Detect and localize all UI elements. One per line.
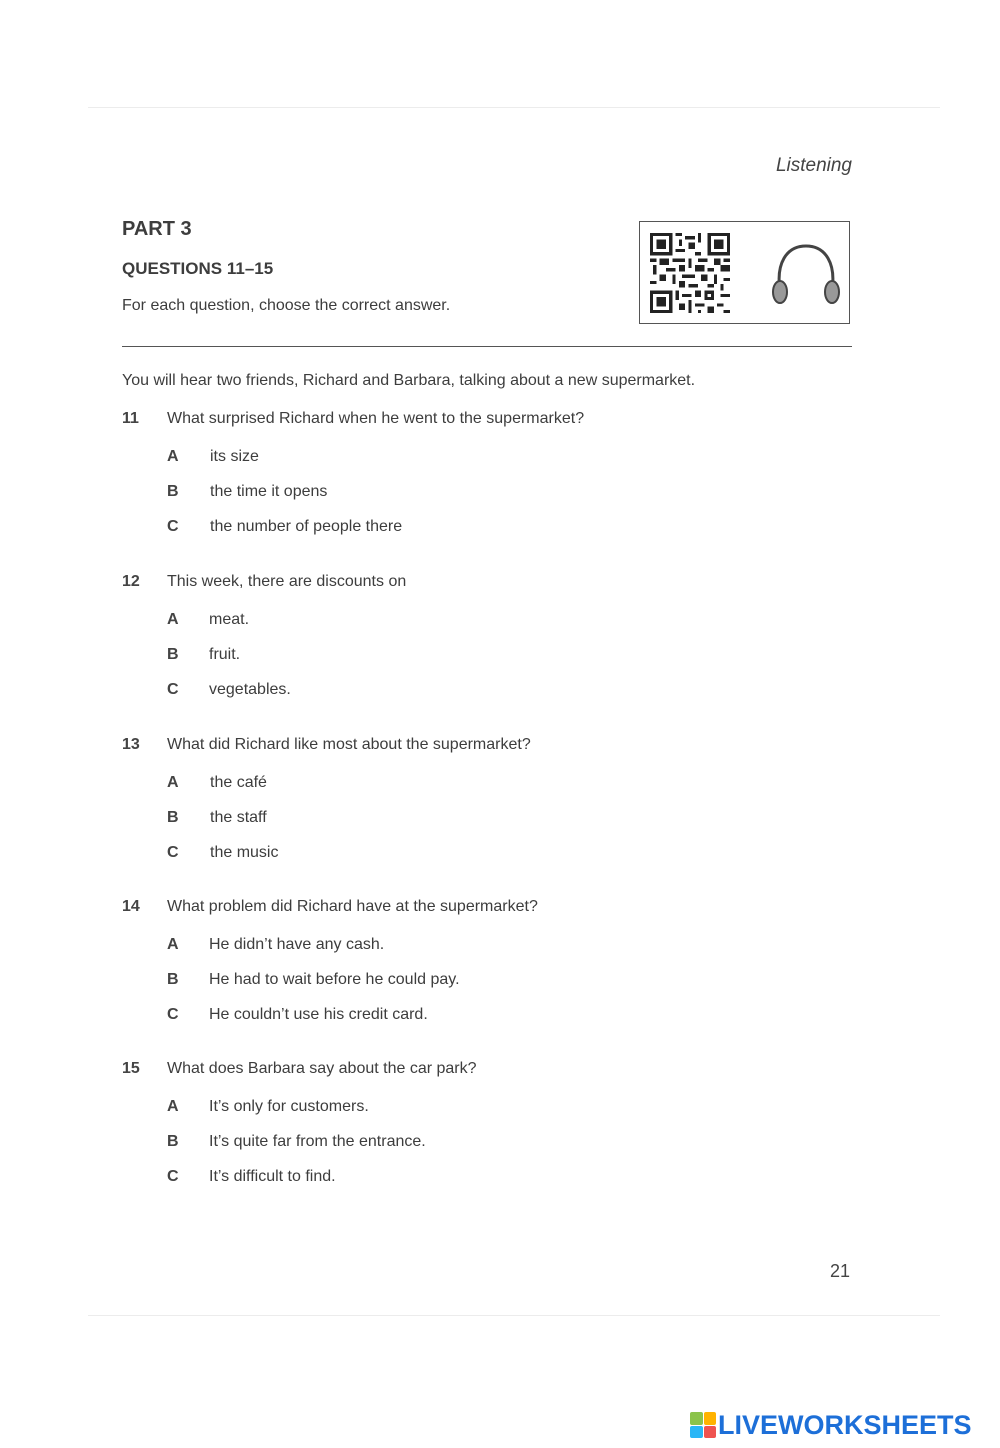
section-label: Listening <box>775 155 852 176</box>
question-number: 11 <box>122 410 139 427</box>
option-text: He didn’t have any cash. <box>209 936 385 953</box>
section-divider <box>122 346 852 347</box>
option-letter: A <box>167 1098 179 1115</box>
option-text: the time it opens <box>210 483 328 500</box>
option-letter: C <box>167 1006 179 1023</box>
option-text: He had to wait before he could pay. <box>209 971 460 988</box>
watermark-text: LIVEWORKSHEETS <box>718 1409 972 1440</box>
option-letter: B <box>167 483 179 500</box>
option-text: meat. <box>209 611 250 628</box>
question-number: 15 <box>122 1060 140 1077</box>
top-edge-rule <box>88 107 940 108</box>
option-text: the music <box>210 844 279 861</box>
option-text: It’s only for customers. <box>209 1098 369 1115</box>
option-letter: A <box>167 774 179 791</box>
page-number: 21 <box>830 1261 851 1281</box>
option-letter: C <box>167 844 179 861</box>
option-letter: B <box>167 646 179 663</box>
option-letter: A <box>167 448 179 465</box>
option-letter: B <box>167 1133 179 1150</box>
instruction-text: For each question, choose the correct answer. <box>122 297 451 314</box>
option-text: the staff <box>210 809 267 826</box>
question-stem: What surprised Richard when he went to the supermarket? <box>167 410 585 427</box>
option-text: vegetables. <box>209 681 291 698</box>
option-letter: A <box>167 936 179 953</box>
question-range: QUESTIONS 11–15 <box>122 259 274 278</box>
audio-box[interactable] <box>639 221 850 324</box>
qr-code-icon[interactable] <box>650 233 730 313</box>
part-title: PART 3 <box>122 218 192 240</box>
question-number: 13 <box>122 736 140 753</box>
liveworksheets-watermark[interactable] <box>690 1410 972 1440</box>
option-text: its size <box>210 448 259 465</box>
question-stem: What does Barbara say about the car park? <box>167 1060 477 1077</box>
question-stem: This week, there are discounts on <box>167 573 407 590</box>
question-number: 12 <box>122 573 140 590</box>
liveworksheets-logo-icon <box>690 1412 716 1438</box>
option-text: It’s quite far from the entrance. <box>209 1133 426 1150</box>
question-number: 14 <box>122 898 140 915</box>
option-text: the café <box>210 774 267 791</box>
intro-text: You will hear two friends, Richard and Barbara, talking about a new supermarket. <box>122 372 696 389</box>
question-stem: What problem did Richard have at the supermarket? <box>167 898 538 915</box>
option-text: It’s difficult to find. <box>209 1168 336 1185</box>
option-letter: B <box>167 809 179 826</box>
option-letter: A <box>167 611 179 628</box>
question-stem: What did Richard like most about the supermarket? <box>167 736 531 753</box>
option-text: the number of people there <box>210 518 403 535</box>
option-text: He couldn’t use his credit card. <box>209 1006 428 1023</box>
option-letter: C <box>167 681 179 698</box>
option-text: fruit. <box>209 646 241 663</box>
option-letter: C <box>167 518 179 535</box>
headphones-icon[interactable] <box>768 238 844 308</box>
bottom-edge-rule <box>88 1315 940 1316</box>
option-letter: B <box>167 971 179 988</box>
option-letter: C <box>167 1168 179 1185</box>
